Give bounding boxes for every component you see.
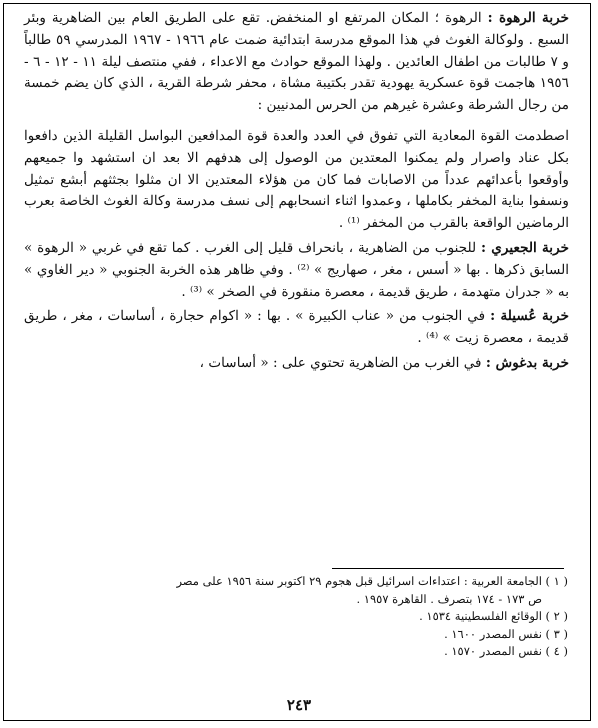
footnote-text: نفس المصدر ١٥٧٠ . xyxy=(444,644,542,658)
page-number: ٢٤٣ xyxy=(286,696,312,714)
paragraph-badghush xyxy=(24,353,569,375)
footnote-item xyxy=(28,626,568,644)
main-text xyxy=(24,8,569,375)
footnotes xyxy=(28,573,568,661)
paragraph-text: للجنوب من الضاهرية ، بانحراف قليل إلى الغرب . كما تقع في غربي « الرهوة » السابق ذكرها . بها « أسس ، مغر ، صهاريج » ⁽²⁾ . وفي ظاهر هذه الخربة الجنوبي « دير الغاوي » به « جدران متهدمة ، طريق قديمة ، معصرة منقورة في الصخر » ⁽³⁾ . xyxy=(24,239,569,300)
footnote-text-continued: ص ١٧٣ - ١٧٤ بتصرف . القاهرة ١٩٥٧ . xyxy=(356,591,542,606)
paragraph-battle xyxy=(24,126,569,235)
footnote-item xyxy=(28,643,568,661)
footnote-body xyxy=(28,573,542,608)
paragraph-text: في الجنوب من « عناب الكبيرة » . بها : « اكوام حجارة ، أساسات ، مغر ، طريق قديمة ، معصرة زيت » ⁽⁴⁾ . xyxy=(24,308,569,347)
footnote-text: الجامعة العربية : اعتداءات اسرائيل قبل هجوم ٢٩ اكتوبر سنة ١٩٥٦ على مصر xyxy=(176,574,542,588)
paragraph-text: اصطدمت القوة المعادية التي تفوق في العدد والعدة قوة المدافعين البواسل القليلة الذين دافعوا بكل عناد واصرار ولم يمكنوا المعتدين من الوصول إلى هدفهم الا بعد ان استشهد وا جميعهم وأوقعوا بأعدائهم عدداً من الاصابات فما كان من هؤلاء المعتدين الا ان مثلوا بجثثهم أبشع تمثيل ونسفوا بناية المخفر بكاملها ، وعمدوا اثناء انسحابهم إلى نسف مدرسة وكالة الغوث الخاصة بعرب الرماضين الواقعة بالقرب من المخفر ⁽¹⁾ . xyxy=(24,127,569,232)
entry-heading: خربة عُسيلة : xyxy=(490,308,569,325)
footnote-item xyxy=(28,608,568,626)
paragraph-text: الرهوة ؛ المكان المرتفع او المنخفض. تقع على الطريق العام بين الضاهرية وبئر السبع . ولوكالة الغوث في هذا الموقع مدرسة ابتدائية ضمت عام ١٩٦٦ - ١٩٦٧ المدرسي ٥٩ طالباً و ٧ طالبات من اطفال العائدين . ولهذا الموقع حوادث مع الاعداء ، ففي منتصف ليلة ١١ - ١٢ - ٦ - ١٩٥٦ هاجمت قوة عسكرية يهودية تقدر بكتيبة مشاة ، محفر شرطة القرية ، الذي كان يضم خمسة من رجال الشرطة وعشرة غيرهم من الحرس المدنيين : xyxy=(24,10,569,114)
footnote-number: ( ٢ ) xyxy=(545,609,568,623)
footnote-number: ( ٤ ) xyxy=(545,644,568,658)
footnote-separator xyxy=(332,568,564,569)
entry-heading: خربة بدغوش : xyxy=(485,354,569,371)
footnote-item xyxy=(28,573,568,608)
entry-heading: خربة الجعيري : xyxy=(481,239,569,256)
footnote-number: ( ١ ) xyxy=(545,574,568,588)
paragraph-text: في الغرب من الضاهرية تحتوي على : « أساسات ، xyxy=(199,354,482,371)
paragraph-rahwa xyxy=(24,8,569,117)
paragraph-usayla xyxy=(24,306,569,350)
footnote-number: ( ٣ ) xyxy=(545,626,568,641)
entry-heading: خربة الرهوة : xyxy=(487,10,570,26)
footnote-text: نفس المصدر ١٦٠٠ . xyxy=(444,626,542,641)
footnote-text: الوقائع الفلسطينية ١٥٣٤ . xyxy=(419,609,542,623)
paragraph-juayri xyxy=(24,238,569,303)
